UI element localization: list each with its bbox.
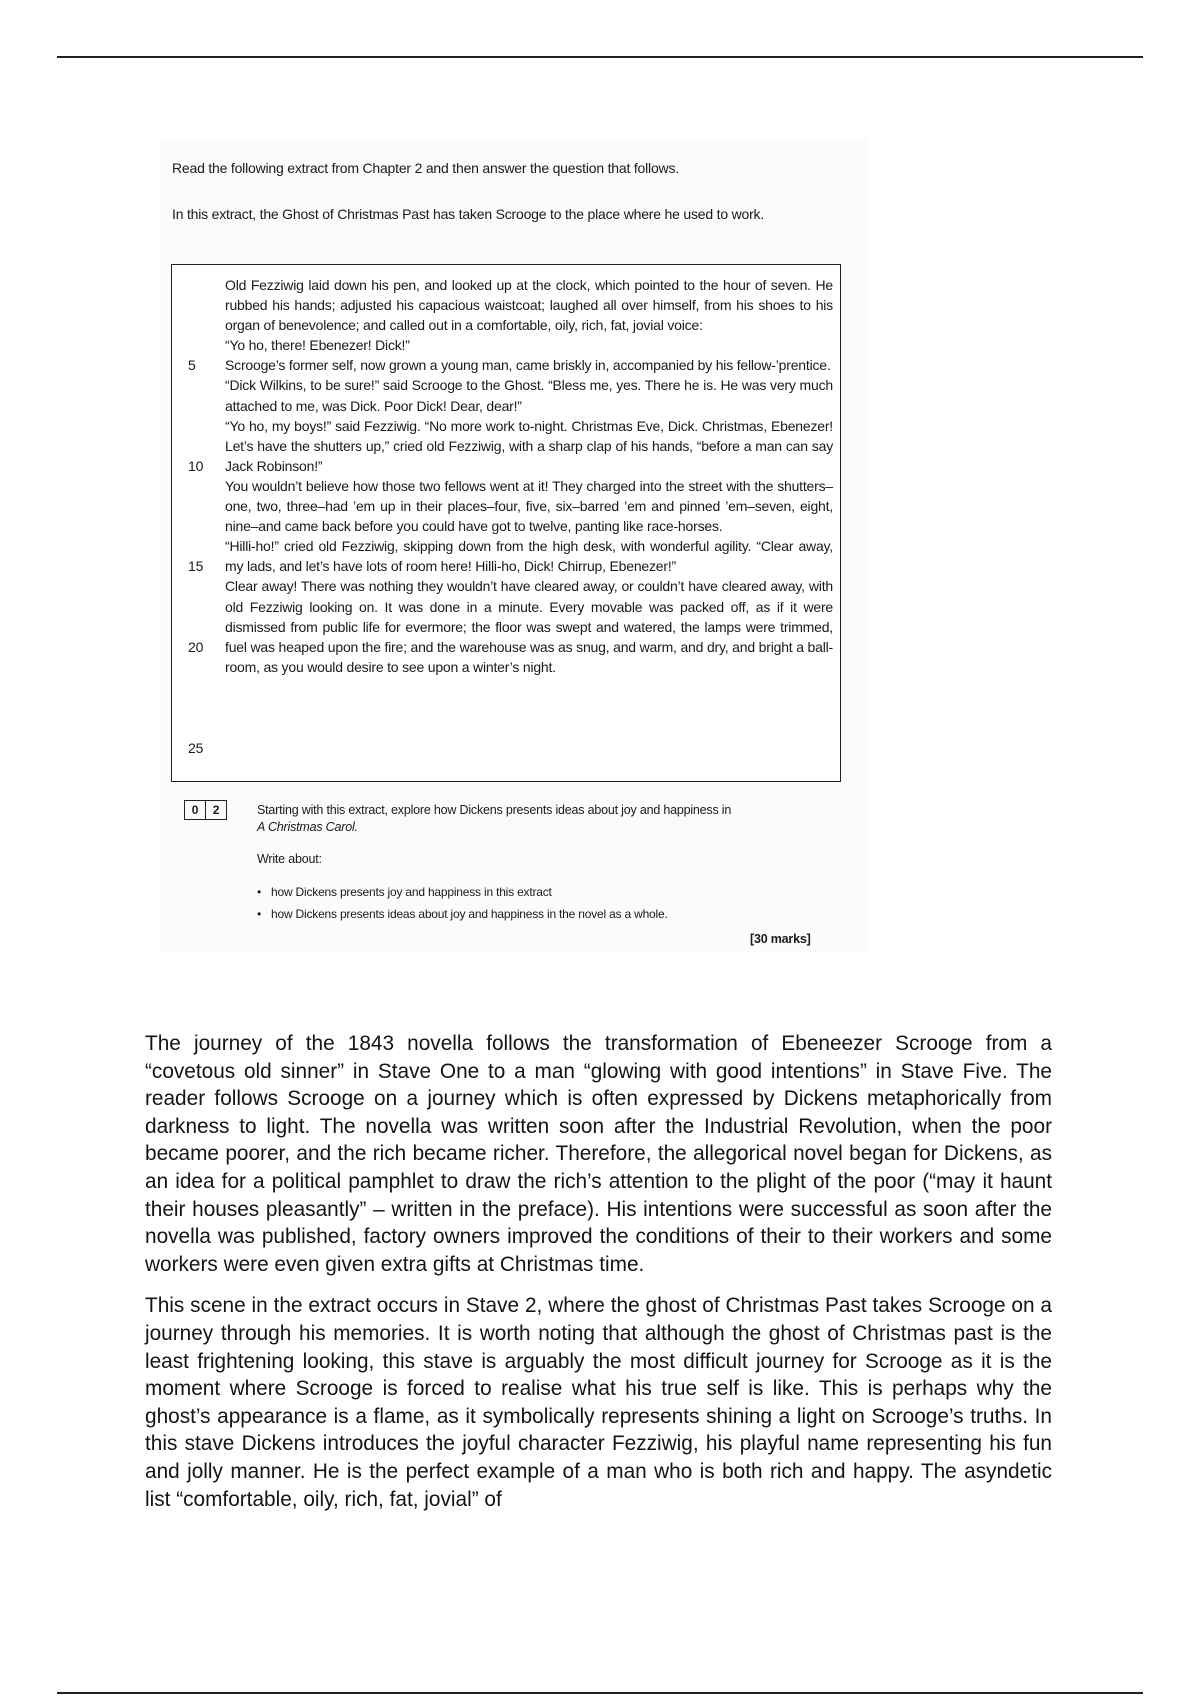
bullet-item: • how Dickens presents ideas about joy and happiness in the novel as a whole. — [257, 907, 668, 921]
extract-paragraph: “Hilli-ho!” cried old Fezziwig, skipping down from the high desk, with wonderful agility. “Clear away, my lads, and let’s have lots of room here! Hilli-ho, Dick! Chirrup, Ebenezer!” — [225, 538, 833, 575]
essay-body — [145, 1030, 1052, 1527]
extract-text — [225, 275, 833, 677]
line-number: 5 — [188, 357, 196, 373]
extract-paragraph: Clear away! There was nothing they wouldn’t have cleared away, or couldn’t have cleared away, with old Fezziwig looking on. It was done in a minute. Every movable was packed off, as if it were dismissed from public life for evermore; the floor was swept and watered, the lamps were trimmed, fuel was heaped upon the fire; and the warehouse was as snug, and warm, and dry, and bright a ball-room, as you would desire to see upon a winter’s night. — [225, 578, 833, 675]
exam-question-image — [160, 140, 868, 952]
context-text: In this extract, the Ghost of Christmas Past has taken Scrooge to the place where he used to work. — [172, 206, 765, 222]
instruction-text: Read the following extract from Chapter 2 and then answer the question that follows. — [172, 160, 679, 176]
marks-label: [30 marks] — [750, 932, 811, 946]
bullet-item: • how Dickens presents joy and happiness in this extract — [257, 885, 668, 899]
extract-paragraph: You wouldn’t believe how those two fellows went at it! They charged into the street with the shutters–one, two, three–had ’em up in their places–four, five, six–barred ’em and pinned ’em–seven, eight, nine–and came back before you could have got to twelve, panting like race-horses. — [225, 477, 833, 535]
line-number: 10 — [188, 458, 204, 474]
line-number: 20 — [188, 639, 204, 655]
line-number: 15 — [188, 558, 204, 574]
question-prompt — [257, 802, 847, 836]
question-book-title: A Christmas Carol. — [257, 820, 358, 834]
extract-paragraph: “Dick Wilkins, to be sure!” said Scrooge to the Ghost. “Bless me, yes. There he is. He was very much attached to me, was Dick. Poor Dick! Dear, dear!” — [225, 377, 833, 414]
extract-box — [171, 264, 841, 782]
header-rule — [57, 56, 1143, 58]
extract-paragraph: Old Fezziwig laid down his pen, and looked up at the clock, which pointed to the hour of seven. He rubbed his hands; adjusted his capacious waistcoat; laughed all over himself, from his shoes to his organ of benevolence; and called out in a comfortable, oily, rich, fat, jovial voice: — [225, 277, 833, 334]
extract-paragraph: Scrooge’s former self, now grown a young man, came briskly in, accompanied by his fellow-’prentice. — [225, 357, 831, 374]
question-number-digit: 2 — [206, 800, 227, 820]
question-bullets — [257, 885, 668, 929]
essay-paragraph: The journey of the 1843 novella follows the transformation of Ebeneezer Scrooge from a “covetous old sinner” in Stave One to a man “glowing with good intentions” in Stave Five. The reader follows Scrooge on a journey which is often expressed by Dickens metaphorically from darkness to light. The novella was written soon after the Industrial Revolution, when the poor became poorer, and the rich became richer. Therefore, the allegorical novel began for Dickens, as an idea for a political pamphlet to draw the rich’s attention to the plight of the poor (“may it haunt their houses pleasantly” – written in the preface). His intentions were successful as soon after the novella was published, factory owners improved the conditions of their to their workers and some workers were even given extra gifts at Christmas time. — [145, 1032, 1052, 1276]
question-number-digit: 0 — [184, 800, 206, 820]
essay-paragraph: This scene in the extract occurs in Stave 2, where the ghost of Christmas Past takes Scrooge on a journey through his memories. It is worth noting that although the ghost of Christmas past is the least frightening looking, this stave is arguably the most difficult journey for Scrooge as it is the moment where Scrooge is forced to realise what his true self is like. This is perhaps why the ghost’s appearance is a flame, as it symbolically represents shining a light on Scrooge’s truths. In this stave Dickens introduces the joyful character Fezziwig, his playful name representing his fun and jolly manner. He is the perfect example of a man who is both rich and happy. The asyndetic list “comfortable, oily, rich, fat, jovial” of — [145, 1294, 1052, 1511]
extract-paragraph: “Yo ho, my boys!” said Fezziwig. “No more work to-night. Christmas Eve, Dick. Christmas, Ebenezer! Let’s have the shutters up,” cried old Fezziwig, with a sharp clap of his hands, “before a man can say Jack Robinson!” — [225, 417, 833, 474]
footer-rule — [57, 1692, 1143, 1694]
question-text: Starting with this extract, explore how Dickens presents ideas about joy and happiness in — [257, 803, 732, 817]
write-about-label: Write about: — [257, 852, 322, 866]
line-number: 25 — [188, 740, 204, 756]
extract-paragraph: “Yo ho, there! Ebenezer! Dick!” — [225, 337, 410, 354]
question-number-box — [184, 800, 227, 820]
